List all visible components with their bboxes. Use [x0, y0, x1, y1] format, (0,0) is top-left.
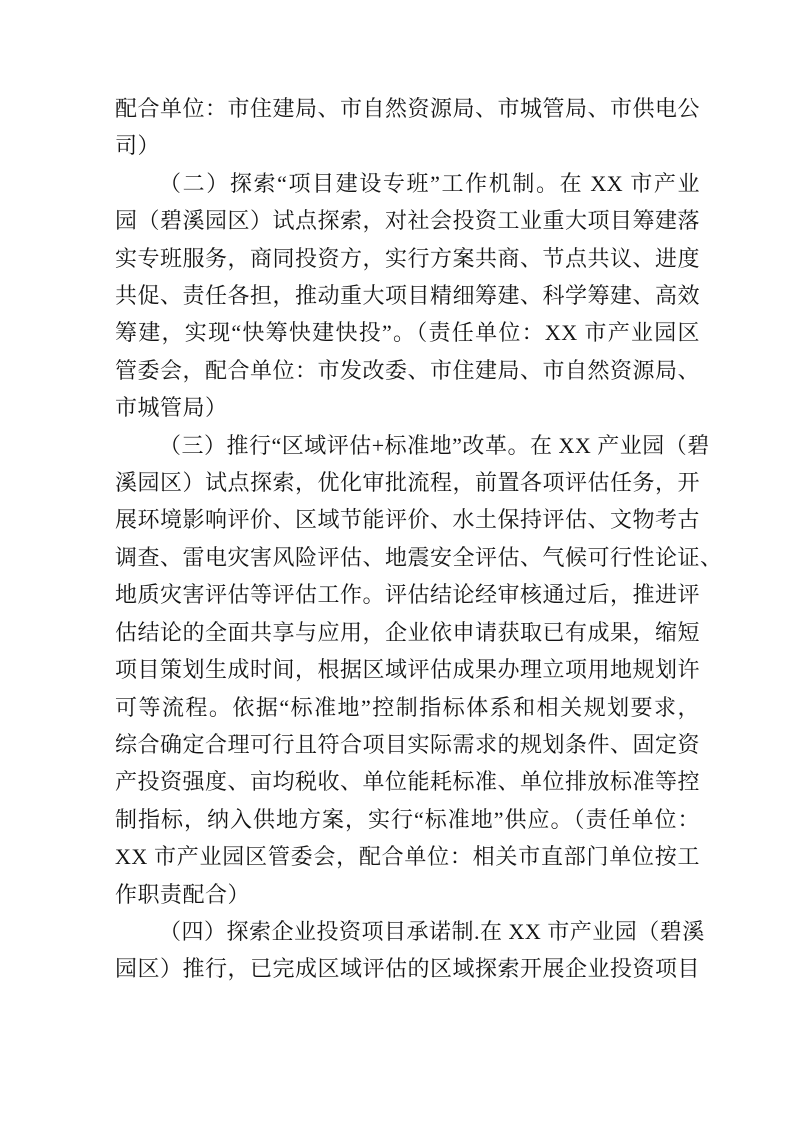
text-line: 实专班服务，商同投资方，实行方案共商、节点共议、进度 [115, 245, 701, 271]
text-line: 作职责配合） [115, 881, 251, 907]
text-line: （四）探索企业投资项目承诺制.在 XX 市产业园（碧溪 [159, 918, 705, 944]
text-line: 溪园区）试点探索，优化审批流程，前置各项评估任务，开 [115, 470, 701, 496]
paragraph-enterprise-investment-commitment-system [115, 913, 705, 988]
document-body [115, 90, 723, 988]
text-line: 地质灾害评估等评估工作。评估结论经审核通过后，推进评 [115, 582, 701, 608]
text-line: 市城管局） [115, 395, 228, 421]
paragraph-regional-evaluation-standard-land-reform [115, 427, 723, 913]
text-line: 项目策划生成时间，根据区域评估成果办理立项用地规划许 [115, 657, 701, 683]
text-line: （三）推行“区域评估+标准地”改革。在 XX 产业园（碧 [159, 432, 710, 458]
paragraph-project-construction-task-force [115, 165, 700, 427]
text-line: （二）探索“项目建设专班”工作机制。在 XX 市产业 [159, 170, 700, 196]
text-line: 综合确定合理可行且符合项目实际需求的规划条件、固定资 [115, 731, 701, 757]
text-line: 制指标，纳入供地方案，实行“标准地”供应。（责任单位： [115, 806, 700, 832]
text-line: 筹建，实现“快筹快建快投”。（责任单位：XX 市产业园区 [115, 320, 700, 346]
text-line: 共促、责任各担，推动重大项目精细筹建、科学筹建、高效 [115, 283, 701, 309]
text-line: 管委会，配合单位：市发改委、市住建局、市自然资源局、 [115, 357, 701, 383]
text-line: 估结论的全面共享与应用，企业依申请获取已有成果，缩短 [115, 619, 701, 645]
text-line: 可等流程。依据“标准地”控制指标体系和相关规划要求， [115, 694, 700, 720]
text-line: 产投资强度、亩均税收、单位能耗标准、单位排放标准等控 [115, 769, 701, 795]
text-line: XX 市产业园区管委会，配合单位：相关市直部门单位按工 [115, 844, 700, 870]
text-line: 司） [115, 133, 161, 159]
text-line: 配合单位：市住建局、市自然资源局、市城管局、市供电公 [115, 96, 701, 121]
text-line: 调查、雷电灾害风险评估、地震安全评估、气候可行性论证、 [115, 544, 723, 570]
text-line: 展环境影响评价、区域节能评价、水土保持评估、文物考古 [115, 507, 701, 533]
text-line: 园区）推行，已完成区域评估的区域探索开展企业投资项目 [115, 956, 701, 982]
text-line: 园（碧溪园区）试点探索，对社会投资工业重大项目筹建落 [115, 208, 701, 234]
paragraph-coordination-units-continued [115, 90, 700, 165]
